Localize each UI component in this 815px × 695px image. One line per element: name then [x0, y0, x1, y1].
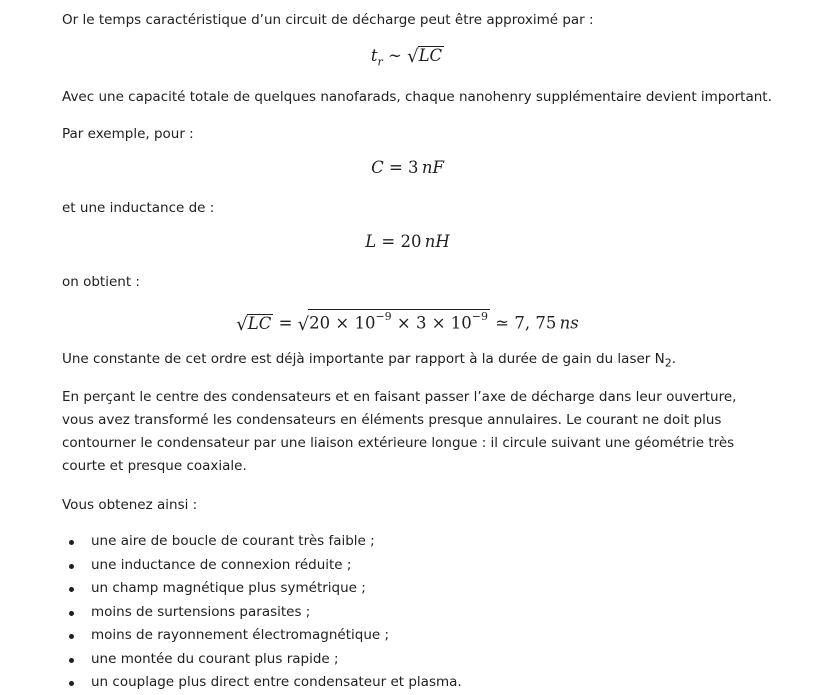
sqrt-symbol-rhs: $√20 \times 10^{-9} \times 3 \times 10^{-9}$	[297, 310, 489, 335]
bullet-icon	[69, 587, 74, 592]
list-item	[62, 577, 462, 601]
eq-c-var: C	[371, 158, 384, 177]
equation-time-constant	[0, 45, 815, 73]
obtain-list-intro: Vous obtenez ainsi :	[62, 497, 198, 513]
constant-note-end: .	[671, 351, 677, 367]
list-item-text: une inductance de connexion réduite ;	[91, 556, 352, 573]
list-item-text: un couplage plus direct entre condensateur et plasma.	[91, 674, 462, 690]
list-item	[62, 554, 462, 578]
benefit-list	[62, 530, 462, 695]
obtain-text: on obtient :	[62, 274, 140, 290]
inductance-intro: et une inductance de :	[62, 200, 215, 216]
equation-inductance	[0, 231, 815, 253]
eq-result-radicand	[308, 309, 490, 333]
eq-tr-rad: LC	[418, 46, 443, 65]
list-item	[62, 530, 462, 554]
eq-result-factor1: 20 × 10	[309, 313, 376, 333]
eq-result-eq: =	[273, 313, 298, 333]
list-item	[62, 648, 462, 672]
eq-tr-lhs: t	[370, 46, 378, 65]
eq-l-var: L	[365, 232, 377, 251]
sqrt-symbol: √LC	[407, 46, 443, 67]
constant-note	[62, 349, 676, 374]
constant-note-sub: 2	[664, 356, 672, 370]
list-item	[62, 601, 462, 625]
eq-result-mult: × 3 × 10	[391, 313, 472, 333]
capacity-note: Avec une capacité totale de quelques nanofarads, chaque nanohenry supplémentaire devient important.	[62, 89, 772, 105]
list-item-text: un champ magnétique plus symétrique ;	[91, 580, 366, 596]
eq-result-value: 7, 75	[514, 313, 557, 333]
sqrt-symbol-lhs: √LC	[236, 313, 272, 335]
eq-c-rel: =	[383, 158, 409, 177]
equation-capacitance	[0, 157, 815, 179]
eq-tr-sub: r	[377, 55, 383, 69]
eq-result-unit: ns	[559, 313, 579, 333]
eq-c-unit: nF	[421, 158, 444, 177]
list-item-text: moins de surtensions parasites ;	[91, 603, 311, 620]
eq-result-lhs: LC	[247, 313, 272, 333]
bullet-icon	[69, 564, 74, 569]
eq-result-approx: ≃	[490, 313, 515, 333]
bullet-icon	[69, 658, 74, 663]
list-item-text: une montée du courant plus rapide ;	[91, 650, 339, 667]
bullet-icon	[69, 681, 74, 686]
list-item	[62, 624, 462, 648]
bullet-icon	[69, 634, 74, 639]
bullet-icon	[69, 611, 74, 616]
eq-l-value: 20	[400, 232, 422, 251]
intro-text: Or le temps caractéristique d’un circuit de décharge peut être approximé par :	[62, 12, 594, 28]
bullet-icon	[69, 540, 74, 545]
main-paragraph: En perçant le centre des condensateurs et en faisant passer l’axe de décharge dans leur ouverture, vous avez transformé les condensateurs en éléments presque annulaires. Le courant ne doit plus contourner le condensateur par une liaison extérieure longue : il circule suivant une géométrie très courte et presque coaxiale.	[62, 389, 737, 474]
list-item-text: moins de rayonnement électromagnétique ;	[91, 627, 390, 643]
eq-tr-op: ∼	[382, 46, 408, 65]
list-item	[62, 671, 462, 695]
equation-result	[0, 309, 815, 335]
eq-result-exp1: −9	[375, 310, 392, 323]
constant-note-text: Une constante de cet ordre est déjà importante par rapport à la durée de gain du laser N	[62, 351, 665, 367]
eq-l-unit: nH	[424, 232, 450, 251]
example-intro: Par exemple, pour :	[62, 126, 194, 142]
list-item-text: une aire de boucle de courant très faible ;	[91, 533, 375, 549]
eq-result-exp2: −9	[471, 310, 489, 323]
eq-l-rel: =	[376, 232, 401, 251]
eq-c-value: 3	[408, 158, 419, 177]
